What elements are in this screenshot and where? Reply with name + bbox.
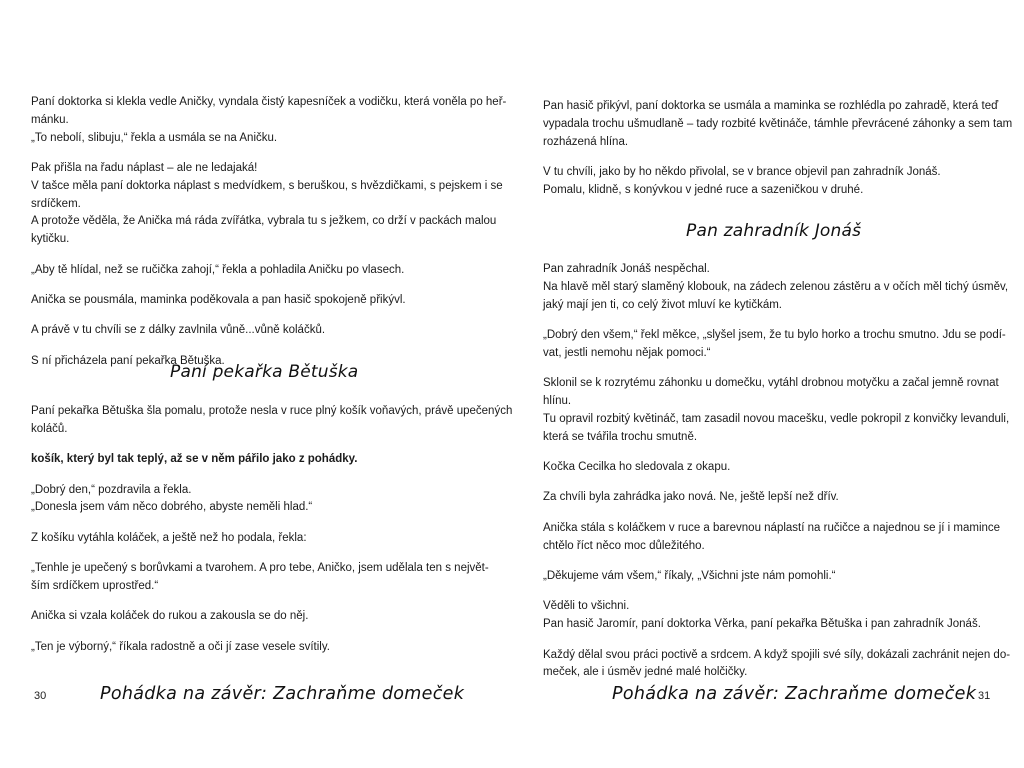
text-line: Tu opravil rozbitý květináč, tam zasadil novou macešku, vedle pokropil z konvičky levanduli, [543, 412, 1010, 425]
text-line: Sklonil se k rozrytému záhonku u domečku, vytáhl drobnou motyčku a začal jemně rovnat [543, 377, 999, 390]
text-line: Na hlavě měl starý slaměný klobouk, na zádech zelenou zástěru a v očích měl tichý úsměv, [543, 280, 1009, 293]
text-line: koláčů. [31, 422, 68, 435]
text-line: kytičku. [31, 233, 70, 246]
text-line: „Ten je výborný,“ říkala radostně a oči jí zase vesele svítily. [31, 640, 330, 653]
text-line: srdíčkem. [31, 197, 81, 210]
text-line: chtělo říct něco moc důležitého. [543, 539, 705, 552]
text-line: „Děkujeme vám všem,“ říkaly, „Všichni jste nám pomohli.“ [543, 570, 836, 582]
text-line: vat, jestli nemohu nějak pomoci.“ [543, 346, 711, 359]
text-line: „To nebolí, slibuju,“ řekla a usmála se na Aničku. [31, 131, 278, 144]
text-line: meček, ale i úsměv jedné malé holčičky. [543, 666, 748, 679]
text-line: V tašce měla paní doktorka náplast s medvídkem, s beruškou, s hvězdičkami, s pejskem i se [31, 179, 503, 192]
text-line: Paní pekařka Bětuška šla pomalu, protože nesla v ruce plný košík voňavých, právě upečených [31, 405, 513, 417]
text-line: Pomalu, klidně, s konývkou v jedné ruce a sazeničkou v druhé. [543, 183, 864, 196]
text-line: Anička si vzala koláček do rukou a zakousla se do něj. [31, 610, 309, 623]
text-line: „Donesla jsem vám něco dobrého, abyste neměli hlad.“ [31, 501, 313, 514]
text-line: „Tenhle je upečený s borůvkami a tvarohem. A pro tebe, Aničko, jsem udělala ten s největ- [31, 562, 489, 575]
right-page [512, 0, 1024, 768]
text-line: Každý dělal svou práci poctivě a srdcem. A když spojili své síly, dokázali zachránit nejen do- [543, 648, 1011, 661]
text-line: A právě v tu chvíli se z dálky zavlnila vůně...vůně koláčků. [31, 324, 326, 337]
footer-title-left: Pohádka na závěr: Zachraňme domeček [100, 684, 465, 704]
text-line: Pan hasič Jaromír, paní doktorka Věrka, paní pekařka Bětuška i pan zahradník Jonáš. [543, 618, 981, 631]
text-line: Věděli to všichni. [543, 600, 630, 613]
text-line: Anička stála s koláčkem v ruce a barevnou náplastí na ručičce a najednou se jí i mamince [543, 521, 1001, 534]
text-line: košík, který byl tak teplý, až se v něm pářilo jako z pohádky. [31, 453, 358, 466]
text-line: Pan hasič přikývl, paní doktorka se usmála a maminka se rozhlédla po zahradě, která teď [543, 100, 999, 112]
text-line: rozházená hlína. [543, 135, 629, 148]
text-line: Paní doktorka si klekla vedle Aničky, vyndala čistý kapesníček a vodičku, která voněla po heř- [31, 96, 507, 108]
text-line: Z košíku vytáhla koláček, a ještě než ho podala, řekla: [31, 531, 307, 544]
text-line: A protože věděla, že Anička má ráda zvířátka, vybrala tu s ježkem, co drží v packách malou [31, 215, 497, 228]
section-heading-gardener: Pan zahradník Jonáš [686, 221, 862, 241]
text-line: hlínu. [543, 395, 572, 407]
text-line: jaký mají jen ti, co celý život mluví ke kytičkám. [543, 298, 783, 311]
text-line: Anička se pousmála, maminka poděkovala a pan hasič spokojeně přikývl. [31, 294, 406, 306]
text-line: vypadala trochu ušmudlaně – tady rozbité květináče, támhle převrácené záhonky a sem tam [543, 117, 1013, 130]
text-line: Kočka Cecilka ho sledovala z okapu. [543, 461, 731, 473]
text-line: Za chvíli byla zahrádka jako nová. Ne, ještě lepší než dřív. [543, 491, 839, 504]
text-line: ším srdíčkem uprostřed.“ [31, 580, 159, 592]
footer-title-right: Pohádka na závěr: Zachraňme domeček [612, 684, 977, 704]
text-line: mánku. [31, 113, 69, 126]
text-line: S ní přicházela paní pekařka Bětuška. [31, 354, 225, 367]
text-line: Pak přišla na řadu náplast – ale ne ledajaká! [31, 162, 258, 174]
page-number-right: 31 [978, 690, 991, 702]
text-line: „Dobrý den všem,“ řekl měkce, „slyšel jsem, že tu bylo horko a trochu smutno. Jdu se podí- [543, 329, 1006, 341]
text-line: „Aby tě hlídal, než se ručička zahojí,“ řekla a pohladila Aničku po vlasech. [31, 263, 405, 276]
page-number-left: 30 [34, 690, 47, 702]
text-line: „Dobrý den,“ pozdravila a řekla. [31, 483, 192, 496]
section-heading-bakery: Paní pekařka Bětuška [170, 362, 359, 382]
text-line: která se tvářila trochu smutně. [543, 430, 698, 443]
text-line: V tu chvíli, jako by ho někdo přivolal, se v brance objevil pan zahradník Jonáš. [543, 166, 941, 178]
text-line: Pan zahradník Jonáš nespěchal. [543, 263, 710, 275]
